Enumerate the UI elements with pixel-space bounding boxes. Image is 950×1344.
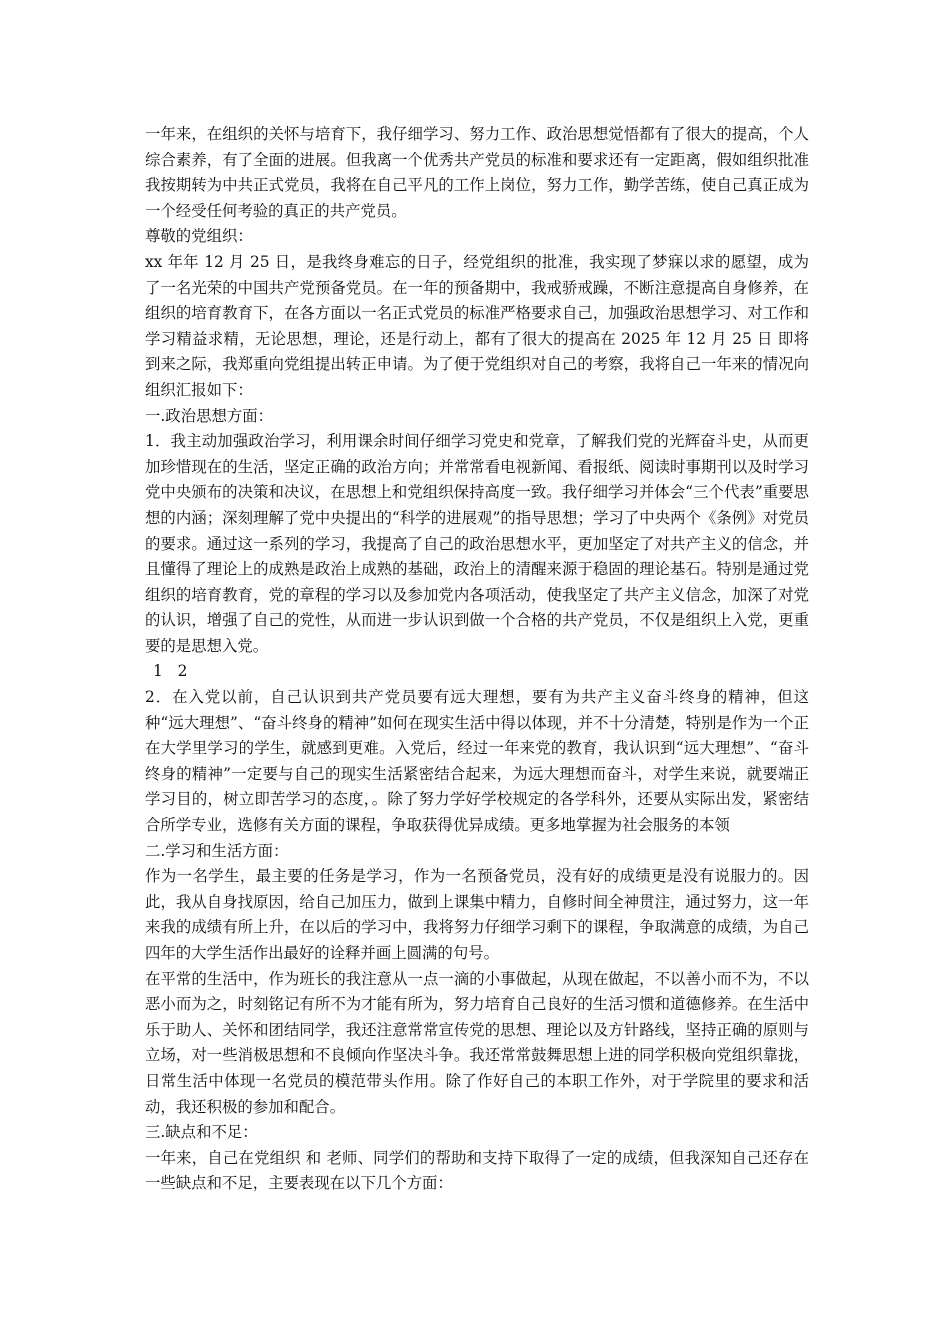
paragraph-political-2: 2．在入党以前，自己认识到共产党员要有远大理想，要有为共产主义奋斗终身的精神，但这种“远大理想”、“奋斗终身的精神”如何在现实生活中得以体现，并不十分清楚，特别是作为一个正在大学里学习的学生，就感到更难。入党后，经过一年来党的教育，我认识到“远大理想”、“奋斗终身的精神”一定要与自己的现实生活紧密结合起来，为远大理想而奋斗，对学生来说，就要端正学习目的，树立即苦学习的态度，。除了努力学好学校规定的各学科外，还要从实际出发，紧密结合所学专业，选修有关方面的课程，争取获得优异成绩。更多地掌握为社会服务的本领 [145, 688, 809, 835]
paragraph-study: 作为一名学生，最主要的任务是学习，作为一名预备党员，没有好的成绩更是没有说服力的。因此，我从自身找原因，给自己加压力，做到上课集中精力，自修时间全神贯注，通过努力，这一年来我的成绩有所上升，在以后的学习中，我将努力仔细学习剩下的课程，争取满意的成绩，为自己四年的大学生活作出最好的诠释并画上圆满的句号。 [145, 867, 809, 962]
section-heading-political: 一.政治思想方面： [145, 406, 274, 425]
section-heading-study-life: 二.学习和生活方面： [145, 841, 289, 860]
paragraph-intro: 一年来，在组织的关怀与培育下，我仔细学习、努力工作、政治思想觉悟都有了很大的提高，个人综合素养，有了全面的进展。但我离一个优秀共产党员的标准和要求还有一定距离，假如组织批准我按期转为中共正式党员，我将在自己平凡的工作上岗位，努力工作，勤学苦练，使自己真正成为一个经受任何考验的真正的共产党员。 [145, 125, 809, 220]
paragraph-shortcomings: 一年来，自己在党组织 和 老师、同学们的帮助和支持下取得了一定的成绩，但我深知自己还存在一些缺点和不足，主要表现在以下几个方面： [145, 1148, 809, 1193]
paragraph-application: xx 年年 12 月 25 日，是我终身难忘的日子，经党组织的批准，我实现了梦寐以求的愿望，成为了一名光荣的中国共产党预备党员。在一年的预备期中，我戒骄戒躁，不断注意提高自身修养，在组织的培育教育下，在各方面以一名正式党员的标准严格要求自己，加强政治思想学习、对工作和学习精益求精，无论思想，理论，还是行动上，都有了很大的提高在 2025 年 12 月 25 日 即将到来之际，我郑重向党组提出转正申请。为了便于党组织对自己的考察，我将自己一年来的情况向组织汇报如下： [145, 252, 809, 399]
document-page [145, 122, 809, 1197]
salutation: 尊敬的党组织： [145, 227, 253, 246]
paragraph-political-1: 1．我主动加强政治学习，利用课余时间仔细学习党史和党章，了解我们党的光辉奋斗史，从而更加珍惜现在的生活，坚定正确的政治方向；并常常看电视新闻、看报纸、阅读时事期刊以及时学习党中央颁布的决策和决议，在思想上和党组织保持高度一致。我仔细学习并体会“三个代表”重要思想的内涵；深刻理解了党中央提出的“科学的进展观”的指导思想；学习了中央两个《条例》对党员的要求。通过这一系列的学习，我提高了自己的政治思想水平，更加坚定了对共产主义的信念，并且懂得了理论上的成熟是政治上成熟的基础，政治上的清醒来源于稳固的理论基石。特别是通过党组织的培育教育，党的章程的学习以及参加党内各项活动，使我坚定了共产主义信念，加深了对党的认识，增强了自己的党性，从而进一步认识到做一个合格的共产党员，不仅是组织上入党，更重要的是思想入党。 [145, 432, 809, 655]
page-numbers: 1 2 [153, 662, 188, 681]
section-heading-shortcomings: 三.缺点和不足： [145, 1123, 258, 1142]
paragraph-life: 在平常的生活中，作为班长的我注意从一点一滴的小事做起，从现在做起，不以善小而不为，不以恶小而为之，时刻铭记有所不为才能有所为，努力培育自己良好的生活习惯和道德修养。在生活中乐于助人、关怀和团结同学，我还注意常常宣传党的思想、理论以及方针路线，坚持正确的原则与立场，对一些消极思想和不良倾向作坚决斗争。我还常常鼓舞思想上进的同学积极向党组织靠拢，日常生活中体现一名党员的模范带头作用。除了作好自己的本职工作外，对于学院里的要求和活动，我还积极的参加和配合。 [145, 969, 809, 1116]
